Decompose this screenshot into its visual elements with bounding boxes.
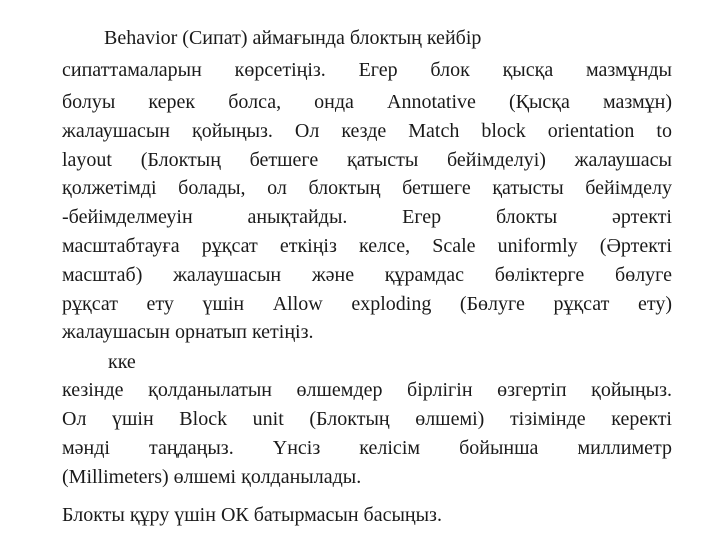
overlap-tail-text: кке	[108, 351, 136, 373]
paragraph-1-line-10: рұқсат ету үшін Allow exploding (Бөлуге рұқсат ету)	[62, 293, 672, 315]
paragraph-2-line-4: (Millimeters) өлшемі қолданылады.	[62, 466, 362, 488]
paragraph-2-line-1: кезінде қолданылатын өлшемдер бірлігін өзгертіп қойыңыз.	[62, 379, 672, 401]
paragraph-1-line-7: -бейімделмеуін анықтайды. Егер блокты әртекті	[62, 206, 672, 228]
paragraph-1-line-5: layout (Блоктың бетшеге қатысты бейімделуі) жалаушасы	[62, 149, 672, 171]
paragraph-1-line-2: сипаттамаларын көрсетіңіз. Егер блок қысқа мазмұнды	[62, 59, 672, 81]
paragraph-2-line-3: мәнді таңдаңыз. Үнсіз келісім бойынша миллиметр	[62, 437, 672, 459]
paragraph-1-line-1: Behavior (Сипат) аймағында блоктың кейбір	[104, 27, 482, 49]
paragraph-1-line-9: масштаб) жалаушасын және құрамдас бөліктерге бөлуге	[62, 264, 672, 286]
paragraph-3-line-1: Блокты құру үшін ОК батырмасын басыңыз.	[62, 504, 442, 526]
paragraph-1-line-3: болуы керек болса, онда Annotative (Қысқа мазмұн)	[62, 91, 672, 113]
paragraph-1-line-11: жалаушасын орнатып кетіңіз.	[62, 321, 314, 343]
paragraph-2-line-2: Ол үшін Block unit (Блоктың өлшемі) тізімінде керекті	[62, 408, 672, 430]
paragraph-1-line-8: масштабтауға рұқсат еткіңіз келсе, Scale uniformly (Әртекті	[62, 235, 672, 257]
paragraph-1-line-4: жалаушасын қойыңыз. Ол кезде Match block orientation to	[62, 120, 672, 142]
paragraph-1-line-6: қолжетімді болады, ол блоктың бетшеге қатысты бейімделу	[62, 177, 672, 199]
